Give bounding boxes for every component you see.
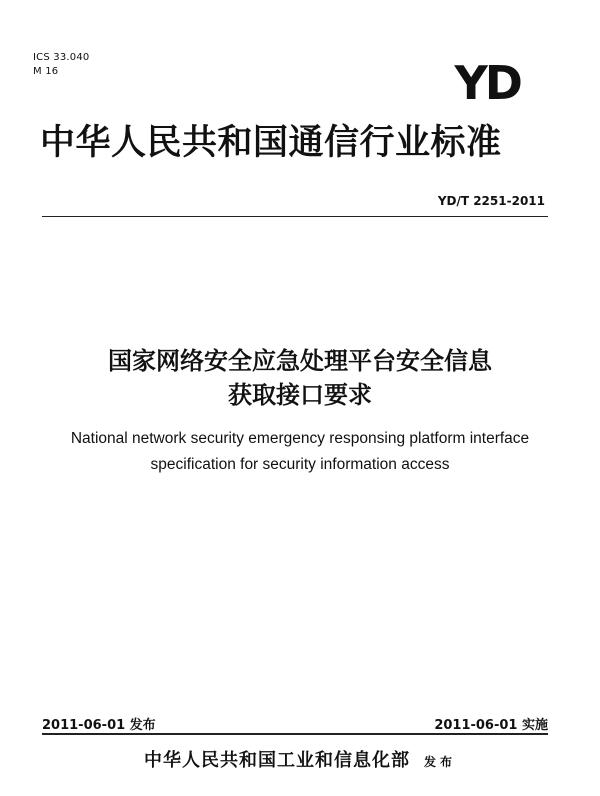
standard-code: YD/T 2251-2011 bbox=[437, 194, 545, 208]
english-title-line-1: National network security emergency responsing platform interface bbox=[70, 430, 530, 447]
footer-divider bbox=[42, 733, 548, 735]
class-code: M 16 bbox=[33, 66, 59, 77]
chinese-title-line-1: 国家网络安全应急处理平台安全信息 bbox=[108, 347, 492, 375]
ics-code: ICS 33.040 bbox=[33, 52, 90, 63]
yd-logo: YD bbox=[454, 56, 520, 110]
english-title-line-2: specification for security information access bbox=[150, 456, 450, 473]
ministry-issue-label: 发布 bbox=[423, 755, 456, 769]
chinese-title-line-2: 获取接口要求 bbox=[228, 381, 372, 409]
implement-date: 2011-06-01 实施 bbox=[434, 718, 548, 733]
ministry-name: 中华人民共和国工业和信息化部 bbox=[143, 750, 410, 771]
issue-date: 2011-06-01 发布 bbox=[42, 718, 156, 733]
header-divider bbox=[42, 216, 548, 217]
standard-type-title: 中华人民共和国通信行业标准 bbox=[40, 123, 502, 163]
issuing-ministry bbox=[0, 746, 600, 772]
classification-codes bbox=[33, 51, 89, 79]
